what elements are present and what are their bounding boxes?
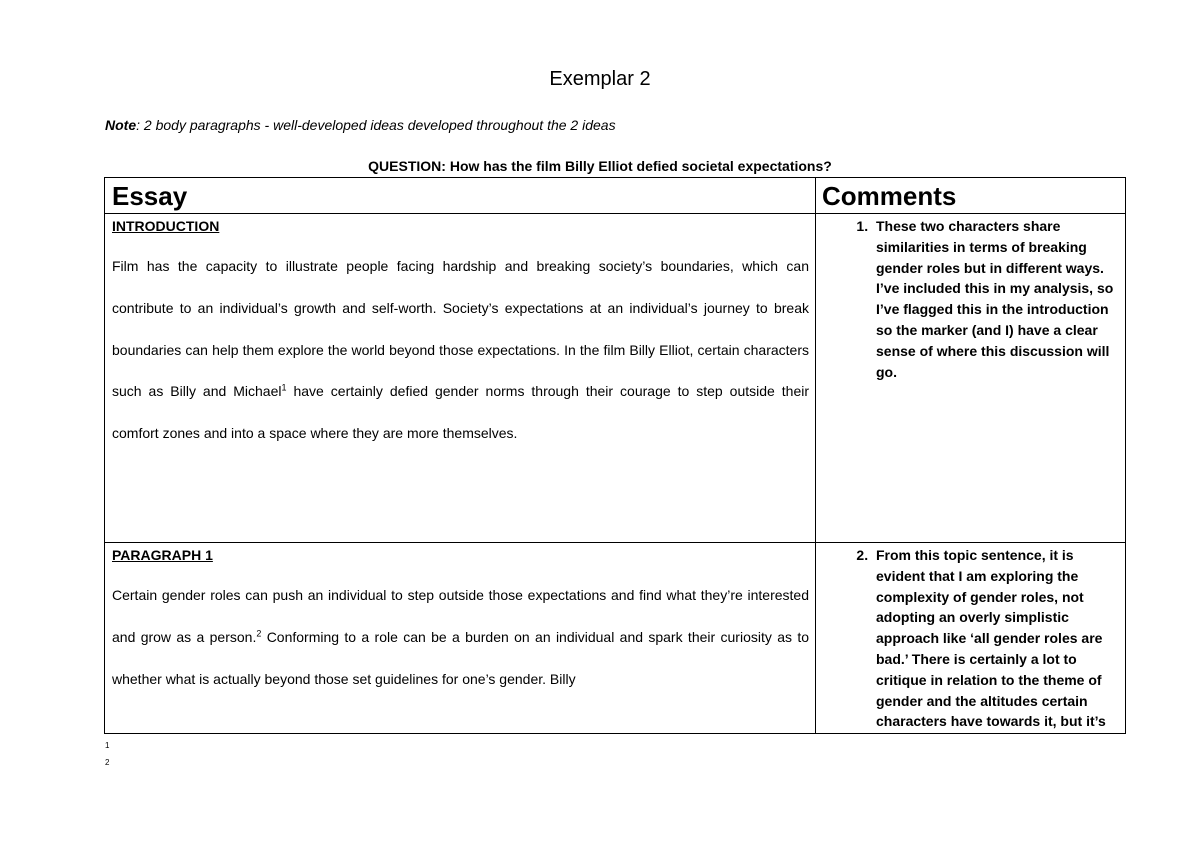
- comments-header-cell: [816, 178, 1126, 214]
- essay-table: [104, 177, 1126, 734]
- introduction-text-a: Film has the capacity to illustrate people facing hardship and breaking society’s boundaries, which can contribute to an individual’s growth and self-worth. Society’s expectations at an individual’s journey to break boundaries can help them explore the world beyond those expectations. In the film Billy Elliot, certain characters such as Billy and Michael: [112, 258, 809, 400]
- paragraph1-heading: PARAGRAPH 1: [112, 547, 213, 563]
- note-line: [105, 117, 616, 133]
- introduction-cell: [105, 214, 816, 543]
- paragraph1-text-b: Conforming to a role can be a burden on an individual and spark their curiosity as to whether what is actually beyond those set guidelines for one’s gender. Billy: [112, 628, 809, 687]
- essay-question: QUESTION: How has the film Billy Elliot defied societal expectations?: [368, 158, 832, 174]
- introduction-paragraph: [112, 246, 809, 455]
- comment-list-1: [822, 216, 1117, 382]
- footnote-ref-1[interactable]: 1: [281, 382, 287, 393]
- footnote-separator: [105, 733, 310, 734]
- table-row-introduction: [105, 214, 1126, 543]
- essay-header: Essay: [112, 181, 188, 211]
- footnote-2: 2: [105, 758, 110, 767]
- paragraph1-comment-cell: [816, 543, 1126, 734]
- table-row-paragraph-1: [105, 543, 1126, 734]
- document-title: Exemplar 2: [549, 68, 651, 90]
- introduction-comment-cell: [816, 214, 1126, 543]
- footnote-1: 1: [105, 741, 110, 750]
- comment-item-2: 2. From this topic sentence, it is evident that I am exploring the complexity of gender roles, not adopting an overly simplistic approach like ‘all gender roles are bad.’ There is certainly a lot to critique in relation to the theme of gender and the altitudes certain characters have towards it, but it’s: [872, 545, 1117, 732]
- paragraph1-cell: [105, 543, 816, 734]
- paragraph1-text-a: Certain gender roles can push an individual to step outside those expectations and find what they’re interested and grow as a person.: [112, 587, 809, 645]
- note-label: Note: [105, 117, 137, 133]
- note-text: : 2 body paragraphs - well-developed ideas developed throughout the 2 ideas: [136, 117, 616, 133]
- comment-list-2: [822, 545, 1117, 732]
- table-header-row: [105, 178, 1126, 214]
- comments-header: Comments: [822, 181, 957, 211]
- introduction-text-b: have certainly defied gender norms through their courage to step outside their comfort zones and into a space where they are more themselves.: [112, 383, 810, 442]
- introduction-heading: INTRODUCTION: [112, 218, 220, 234]
- essay-header-cell: [105, 178, 816, 214]
- paragraph1-paragraph: [112, 575, 809, 700]
- footnote-ref-2[interactable]: 2: [256, 628, 262, 639]
- comment-item-1: 1. These two characters share similarities in terms of breaking gender roles but in different ways. I’ve included this in my analysis, so I’ve flagged this in the introduction so the marker (and I) have a clear sense of where this discussion will go.: [872, 216, 1117, 382]
